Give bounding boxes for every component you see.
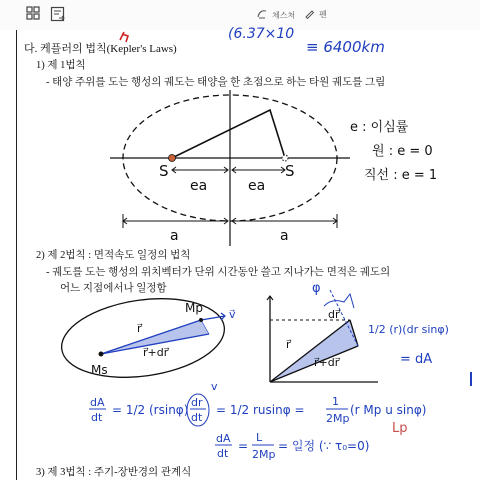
- pen-tool[interactable]: [304, 8, 327, 21]
- law1-title: 1) 제 1법칙: [36, 60, 86, 71]
- position-vector-label: r⃗: [137, 322, 142, 335]
- eccentricity-note: e : 이심률: [350, 120, 409, 135]
- top-result: ≡ 6400km: [306, 38, 385, 56]
- top-formula: (6.37×10: [228, 26, 295, 42]
- svg-text:2Mp: 2Mp: [252, 448, 276, 461]
- law2-description-2: 어느 지점에서나 일정함: [60, 283, 167, 294]
- phi-label: φ: [312, 281, 321, 296]
- eraser-label: 체스처: [272, 10, 296, 20]
- svg-text:dr: dr: [191, 396, 203, 409]
- svg-text:dA: dA: [216, 432, 231, 445]
- ea-left-label: ea: [190, 178, 208, 194]
- mass-planet-label: Mp: [185, 301, 203, 315]
- law3-title: 3) 제 3법칙 : 주기-장반경의 관계식: [36, 467, 192, 478]
- ea-right-label: ea: [248, 178, 266, 194]
- svg-text:dt: dt: [191, 411, 203, 424]
- triangle-r-dr-label: r⃗+dr⃗: [314, 356, 340, 369]
- focus-right-label: S: [285, 162, 295, 180]
- svg-text:= 1/2 rusinφ =: = 1/2 rusinφ =: [216, 403, 305, 417]
- blue-margin-mark: [470, 372, 472, 386]
- line-note: 직선 : e = 1: [364, 168, 438, 183]
- eraser-icon: [256, 8, 268, 22]
- lp-annotation: Lp: [392, 421, 408, 436]
- svg-text:= 1/2 (rsinφ): = 1/2 (rsinφ): [112, 403, 189, 417]
- svg-text:2Mp: 2Mp: [326, 412, 350, 425]
- mass-sun-label: Ms: [91, 363, 108, 377]
- svg-text:L: L: [256, 431, 263, 444]
- equation-2: [212, 426, 412, 466]
- svg-text:dA: dA: [90, 396, 105, 409]
- margin-line: [16, 30, 17, 480]
- law2-title: 2) 제 2법칙 : 면적속도 일정의 법칙: [36, 250, 191, 261]
- a-left-label: a: [170, 228, 179, 244]
- svg-text:(r Mp u sinφ): (r Mp u sinφ): [350, 403, 427, 417]
- velocity-label: v⃗: [229, 308, 236, 321]
- export-icon[interactable]: [50, 6, 66, 22]
- position-plus-dr-label: r⃗+dr⃗: [143, 346, 169, 359]
- triangle-r-label: r⃗: [286, 338, 291, 351]
- area-fraction-note: 1/2 (r)(dr sinφ): [368, 323, 449, 336]
- area-eq-note: = dA: [400, 352, 433, 367]
- dr-label: dr⃗: [328, 308, 340, 321]
- svg-text:dt: dt: [91, 411, 103, 424]
- pen-icon: [304, 8, 315, 21]
- eraser-tool[interactable]: [256, 8, 295, 22]
- document-page: [0, 26, 480, 480]
- focus-left-label: S: [159, 162, 169, 180]
- svg-text:1: 1: [332, 395, 339, 408]
- svg-text:=: =: [238, 439, 249, 453]
- orbit-diagram: [55, 294, 245, 384]
- circle-note: 원 : e = 0: [372, 144, 433, 159]
- v-annotation: v: [211, 380, 218, 393]
- a-right-label: a: [280, 228, 289, 244]
- grid-icon[interactable]: [26, 6, 40, 20]
- svg-text:dt: dt: [217, 447, 229, 460]
- law1-description: - 태양 주위를 도는 행성의 궤도는 태양을 한 초점으로 하는 타원 궤도를 그림: [46, 77, 386, 88]
- ellipse-diagram: [110, 88, 350, 248]
- section-title: 다. 케플러의 법칙(Kepler's Laws): [24, 43, 177, 55]
- pen-label: 펜: [319, 10, 327, 19]
- law2-description-1: - 궤도를 도는 행성의 위치벡터가 단위 시간동안 쓸고 지나가는 면적은 궤도의: [46, 267, 391, 278]
- svg-text:= 일정 (∵ τ₀=0): = 일정 (∵ τ₀=0): [278, 439, 370, 453]
